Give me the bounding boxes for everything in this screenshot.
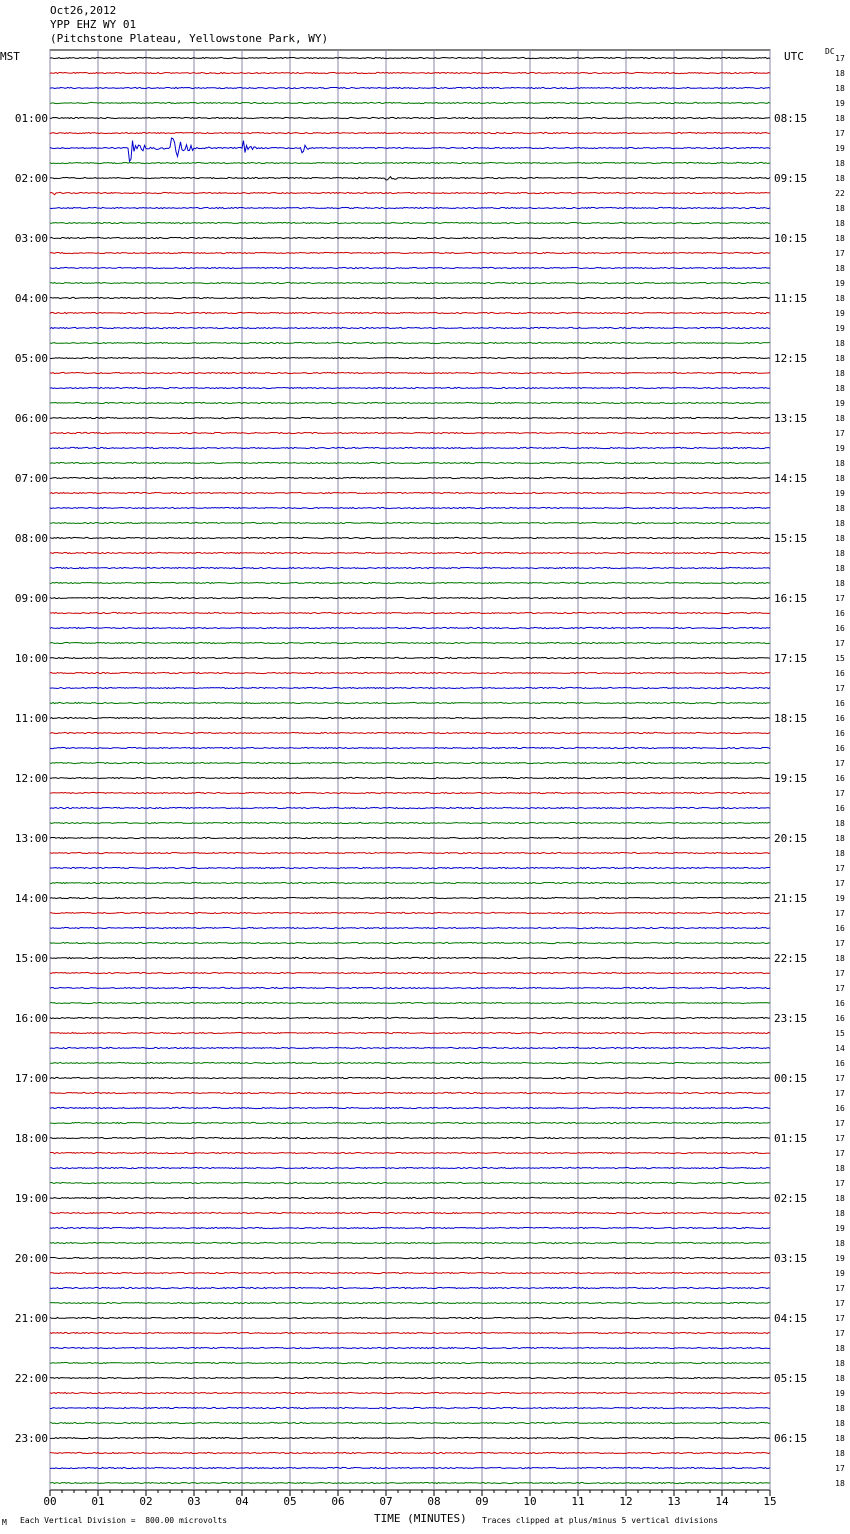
dc-offset-label: 16	[835, 744, 845, 753]
dc-offset-label: 18	[835, 1239, 845, 1248]
seismic-trace	[50, 1347, 770, 1348]
seismic-trace	[50, 492, 770, 493]
seismic-trace	[50, 1407, 770, 1408]
dc-offset-label: 17	[835, 639, 845, 648]
utc-hour-label: 14:15	[774, 472, 808, 485]
dc-offset-label: 18	[835, 534, 845, 543]
mst-hour-label: 08:00	[14, 532, 48, 545]
dc-offset-label: 17	[835, 1179, 845, 1188]
dc-offset-label: 16	[835, 714, 845, 723]
dc-offset-label: 15	[835, 654, 845, 663]
seismic-trace	[50, 432, 770, 433]
seismic-trace	[50, 267, 770, 268]
seismic-trace	[50, 1437, 770, 1438]
dc-offset-label: 17	[835, 984, 845, 993]
seismic-trace	[50, 1167, 770, 1168]
seismic-trace	[50, 357, 770, 358]
dc-offset-label: 17	[835, 1089, 845, 1098]
seismic-trace	[50, 1272, 770, 1273]
seismic-trace	[50, 732, 770, 733]
seismic-trace	[50, 1422, 770, 1423]
x-tick-label: 13	[667, 1495, 681, 1508]
seismic-trace	[50, 417, 770, 418]
dc-offset-label: 17	[835, 1134, 845, 1143]
seismic-trace	[50, 972, 770, 973]
mst-hour-label: 02:00	[14, 172, 48, 185]
seismic-trace	[50, 1302, 770, 1303]
seismic-trace	[50, 747, 770, 748]
dc-offset-label: 18	[835, 504, 845, 513]
mst-hour-label: 11:00	[14, 712, 48, 725]
x-tick-label: 08	[427, 1495, 441, 1508]
x-tick-label: 09	[475, 1495, 489, 1508]
seismic-trace	[50, 657, 770, 658]
seismic-trace	[50, 222, 770, 223]
dc-offset-label: 18	[835, 354, 845, 363]
dc-offset-label: 18	[835, 1419, 845, 1428]
dc-offset-label: 17	[835, 909, 845, 918]
seismic-trace	[50, 1107, 770, 1108]
seismic-trace	[50, 507, 770, 508]
x-tick-label: 14	[715, 1495, 729, 1508]
seismic-trace	[50, 57, 770, 58]
mst-hour-label: 16:00	[14, 1012, 48, 1025]
dc-offset-label: 18	[835, 849, 845, 858]
dc-offset-label: 19	[835, 1269, 845, 1278]
dc-offset-label: 16	[835, 1014, 845, 1023]
dc-offset-label: 16	[835, 924, 845, 933]
dc-offset-label: 18	[835, 219, 845, 228]
dc-offset-label: 17	[835, 429, 845, 438]
dc-offset-label: 19	[835, 309, 845, 318]
seismic-trace	[50, 717, 770, 718]
dc-offset-label: 17	[835, 594, 845, 603]
dc-offset-label: 16	[835, 609, 845, 618]
clip-note: Traces clipped at plus/minus 5 vertical divisions	[482, 1516, 719, 1525]
corner-mark: M	[2, 1518, 7, 1527]
location-label: (Pitchstone Plateau, Yellowstone Park, WY)	[50, 32, 329, 45]
seismic-trace	[50, 1062, 770, 1063]
seismic-trace	[50, 1332, 770, 1333]
utc-hour-label: 22:15	[774, 952, 808, 965]
mst-hour-label: 06:00	[14, 412, 48, 425]
seismic-trace	[50, 117, 770, 118]
utc-hour-label: 17:15	[774, 652, 808, 665]
utc-hour-label: 13:15	[774, 412, 808, 425]
seismic-trace	[50, 102, 770, 103]
seismic-trace	[50, 897, 770, 898]
seismic-trace	[50, 1227, 770, 1228]
seismic-trace	[50, 282, 770, 283]
seismic-trace	[50, 672, 770, 673]
seismic-trace	[50, 807, 770, 808]
x-tick-label: 12	[619, 1495, 633, 1508]
seismic-trace	[50, 687, 770, 688]
dc-offset-label: 18	[835, 1209, 845, 1218]
dc-offset-label: 16	[835, 729, 845, 738]
seismic-trace	[50, 537, 770, 538]
seismic-trace	[50, 612, 770, 613]
dc-offset-label: 18	[835, 1449, 845, 1458]
dc-offset-label: 18	[835, 459, 845, 468]
x-tick-label: 07	[379, 1495, 393, 1508]
mst-hour-label: 10:00	[14, 652, 48, 665]
dc-offset-label: 18	[835, 1479, 845, 1488]
dc-offset-label: 19	[835, 99, 845, 108]
seismic-trace	[50, 777, 770, 778]
dc-label: DC	[825, 47, 835, 56]
dc-offset-label: 18	[835, 1404, 845, 1413]
x-tick-label: 15	[763, 1495, 777, 1508]
seismic-trace	[50, 1002, 770, 1003]
utc-hour-label: 03:15	[774, 1252, 808, 1265]
mst-hour-label: 12:00	[14, 772, 48, 785]
utc-hour-label: 21:15	[774, 892, 808, 905]
dc-offset-label: 18	[835, 414, 845, 423]
dc-offset-label: 18	[835, 1359, 845, 1368]
seismic-trace	[50, 1152, 770, 1153]
seismic-trace	[50, 927, 770, 928]
dc-offset-label: 17	[835, 1149, 845, 1158]
seismic-trace	[50, 1392, 770, 1393]
utc-label: UTC	[784, 50, 804, 63]
seismic-trace	[50, 762, 770, 763]
seismic-trace	[50, 567, 770, 568]
dc-offset-label: 18	[835, 819, 845, 828]
mst-hour-label: 15:00	[14, 952, 48, 965]
seismic-trace	[50, 132, 770, 133]
utc-hour-label: 11:15	[774, 292, 808, 305]
seismic-trace	[50, 912, 770, 913]
x-tick-label: 06	[331, 1495, 345, 1508]
mst-hour-label: 07:00	[14, 472, 48, 485]
seismic-trace	[50, 882, 770, 883]
dc-offset-label: 22	[835, 189, 845, 198]
seismic-trace	[50, 522, 770, 523]
station-label: YPP EHZ WY 01	[50, 18, 137, 31]
seismic-trace	[50, 1182, 770, 1183]
utc-hour-label: 00:15	[774, 1072, 808, 1085]
seismic-trace	[50, 822, 770, 823]
dc-offset-label: 18	[835, 1374, 845, 1383]
mst-hour-label: 21:00	[14, 1312, 48, 1325]
dc-offset-label: 16	[835, 1059, 845, 1068]
x-tick-label: 01	[91, 1495, 105, 1508]
dc-offset-label: 18	[835, 234, 845, 243]
x-tick-label: 00	[43, 1495, 57, 1508]
dc-offset-label: 17	[835, 879, 845, 888]
dc-offset-label: 17	[835, 1329, 845, 1338]
seismic-trace	[50, 1122, 770, 1123]
utc-hour-label: 12:15	[774, 352, 808, 365]
utc-hour-label: 02:15	[774, 1192, 808, 1205]
seismic-trace	[50, 867, 770, 868]
seismic-trace	[50, 1137, 770, 1138]
dc-offset-label: 18	[835, 1194, 845, 1203]
dc-offset-label: 14	[835, 1044, 845, 1053]
seismic-trace	[50, 1257, 770, 1258]
seismic-trace	[50, 1242, 770, 1243]
seismic-trace	[50, 1377, 770, 1378]
dc-offset-label: 18	[835, 114, 845, 123]
seismic-trace	[50, 372, 770, 373]
mst-hour-label: 23:00	[14, 1432, 48, 1445]
dc-offset-label: 19	[835, 894, 845, 903]
dc-offset-label: 18	[835, 1434, 845, 1443]
seismic-trace	[50, 1452, 770, 1453]
dc-offset-label: 17	[835, 789, 845, 798]
x-tick-label: 05	[283, 1495, 297, 1508]
seismic-trace	[50, 792, 770, 793]
dc-offset-label: 19	[835, 399, 845, 408]
dc-offset-label: 19	[835, 144, 845, 153]
seismic-trace	[50, 942, 770, 943]
x-tick-label: 10	[523, 1495, 537, 1508]
utc-hour-label: 01:15	[774, 1132, 808, 1145]
seismic-trace	[50, 1287, 770, 1288]
dc-offset-label: 19	[835, 279, 845, 288]
dc-offset-label: 17	[835, 1074, 845, 1083]
dc-offset-label: 18	[835, 564, 845, 573]
dc-offset-label: 16	[835, 1104, 845, 1113]
seismic-trace	[50, 462, 770, 463]
dc-offset-label: 16	[835, 804, 845, 813]
seismic-trace	[50, 627, 770, 628]
utc-hour-label: 18:15	[774, 712, 808, 725]
mst-hour-label: 04:00	[14, 292, 48, 305]
dc-offset-label: 17	[835, 1314, 845, 1323]
seismic-trace	[50, 987, 770, 988]
dc-offset-label: 18	[835, 69, 845, 78]
seismic-trace	[50, 237, 770, 238]
utc-hour-label: 09:15	[774, 172, 808, 185]
dc-offset-label: 18	[835, 384, 845, 393]
dc-offset-label: 18	[835, 84, 845, 93]
dc-offset-label: 18	[835, 294, 845, 303]
dc-offset-label: 17	[835, 969, 845, 978]
dc-offset-label: 18	[835, 1164, 845, 1173]
seismic-trace	[50, 192, 770, 195]
utc-hour-label: 15:15	[774, 532, 808, 545]
dc-offset-label: 15	[835, 1029, 845, 1038]
utc-hour-label: 16:15	[774, 592, 808, 605]
dc-offset-label: 17	[835, 1299, 845, 1308]
dc-offset-label: 16	[835, 774, 845, 783]
dc-offset-label: 17	[835, 864, 845, 873]
mst-hour-label: 18:00	[14, 1132, 48, 1145]
seismic-trace	[50, 582, 770, 583]
utc-hour-label: 20:15	[774, 832, 808, 845]
mst-hour-label: 17:00	[14, 1072, 48, 1085]
mst-hour-label: 13:00	[14, 832, 48, 845]
dc-offset-label: 18	[835, 264, 845, 273]
seismic-trace	[50, 702, 770, 703]
dc-offset-label: 19	[835, 444, 845, 453]
dc-offset-label: 18	[835, 369, 845, 378]
dc-offset-label: 16	[835, 624, 845, 633]
seismic-trace	[50, 402, 770, 403]
mst-label: MST	[0, 50, 20, 63]
seismic-trace	[50, 447, 770, 448]
mst-hour-label: 14:00	[14, 892, 48, 905]
dc-offset-label: 18	[835, 519, 845, 528]
seismic-trace	[50, 1017, 770, 1018]
seismic-trace	[50, 1032, 770, 1033]
seismic-trace	[50, 1482, 770, 1483]
seismic-trace	[50, 138, 770, 161]
dc-offset-label: 16	[835, 669, 845, 678]
seismic-trace	[50, 1197, 770, 1198]
utc-hour-label: 04:15	[774, 1312, 808, 1325]
utc-hour-label: 05:15	[774, 1372, 808, 1385]
dc-offset-label: 17	[835, 939, 845, 948]
seismic-trace	[50, 1212, 770, 1213]
utc-hour-label: 10:15	[774, 232, 808, 245]
dc-offset-label: 18	[835, 159, 845, 168]
mst-hour-label: 20:00	[14, 1252, 48, 1265]
dc-offset-label: 18	[835, 834, 845, 843]
x-tick-label: 04	[235, 1495, 249, 1508]
dc-offset-label: 17	[835, 249, 845, 258]
dc-offset-label: 18	[835, 549, 845, 558]
utc-hour-label: 19:15	[774, 772, 808, 785]
scale-note: Each Vertical Division = 800.00 microvolts	[20, 1516, 228, 1525]
x-tick-label: 03	[187, 1495, 201, 1508]
seismic-trace	[50, 72, 770, 73]
dc-offset-label: 19	[835, 324, 845, 333]
utc-hour-label: 06:15	[774, 1432, 808, 1445]
x-tick-label: 11	[571, 1495, 585, 1508]
dc-offset-label: 18	[835, 474, 845, 483]
dc-offset-label: 19	[835, 1224, 845, 1233]
dc-offset-label: 19	[835, 489, 845, 498]
dc-offset-label: 18	[835, 339, 845, 348]
dc-offset-label: 17	[835, 759, 845, 768]
seismic-trace	[50, 597, 770, 598]
mst-hour-label: 03:00	[14, 232, 48, 245]
mst-hour-label: 01:00	[14, 112, 48, 125]
dc-offset-label: 17	[835, 1284, 845, 1293]
seismic-trace	[50, 1317, 770, 1318]
mst-hour-label: 19:00	[14, 1192, 48, 1205]
dc-offset-label: 19	[835, 1389, 845, 1398]
seismic-trace	[50, 87, 770, 88]
seismic-trace	[50, 297, 770, 298]
seismic-trace	[50, 327, 770, 328]
seismic-trace	[50, 852, 770, 853]
dc-offset-label: 17	[835, 129, 845, 138]
x-axis-title: TIME (MINUTES)	[374, 1512, 467, 1525]
dc-offset-label: 18	[835, 204, 845, 213]
mst-hour-label: 09:00	[14, 592, 48, 605]
seismic-trace	[50, 1077, 770, 1078]
utc-hour-label: 08:15	[774, 112, 808, 125]
seismic-trace	[50, 387, 770, 388]
mst-hour-label: 05:00	[14, 352, 48, 365]
dc-offset-label: 17	[835, 54, 845, 63]
utc-hour-label: 23:15	[774, 1012, 808, 1025]
seismic-trace	[50, 342, 770, 343]
seismic-trace	[50, 1362, 770, 1363]
seismic-trace	[50, 312, 770, 313]
dc-offset-label: 18	[835, 174, 845, 183]
seismic-trace	[50, 1047, 770, 1048]
dc-offset-label: 18	[835, 954, 845, 963]
x-tick-label: 02	[139, 1495, 153, 1508]
dc-offset-label: 18	[835, 1344, 845, 1353]
dc-offset-label: 18	[835, 579, 845, 588]
seismic-trace	[50, 1092, 770, 1093]
seismic-trace	[50, 477, 770, 478]
seismic-trace	[50, 642, 770, 643]
dc-offset-label: 16	[835, 999, 845, 1008]
seismic-trace	[50, 162, 770, 163]
seismic-trace	[50, 552, 770, 553]
seismic-trace	[50, 1467, 770, 1468]
seismic-trace	[50, 252, 770, 253]
seismic-trace	[50, 177, 770, 180]
dc-offset-label: 19	[835, 1254, 845, 1263]
dc-offset-label: 17	[835, 684, 845, 693]
seismic-trace	[50, 207, 770, 208]
dc-offset-label: 17	[835, 1464, 845, 1473]
dc-offset-label: 16	[835, 699, 845, 708]
seismic-trace	[50, 837, 770, 838]
dc-offset-label: 17	[835, 1119, 845, 1128]
seismic-trace	[50, 957, 770, 958]
date-label: Oct26,2012	[50, 4, 117, 17]
mst-hour-label: 22:00	[14, 1372, 48, 1385]
